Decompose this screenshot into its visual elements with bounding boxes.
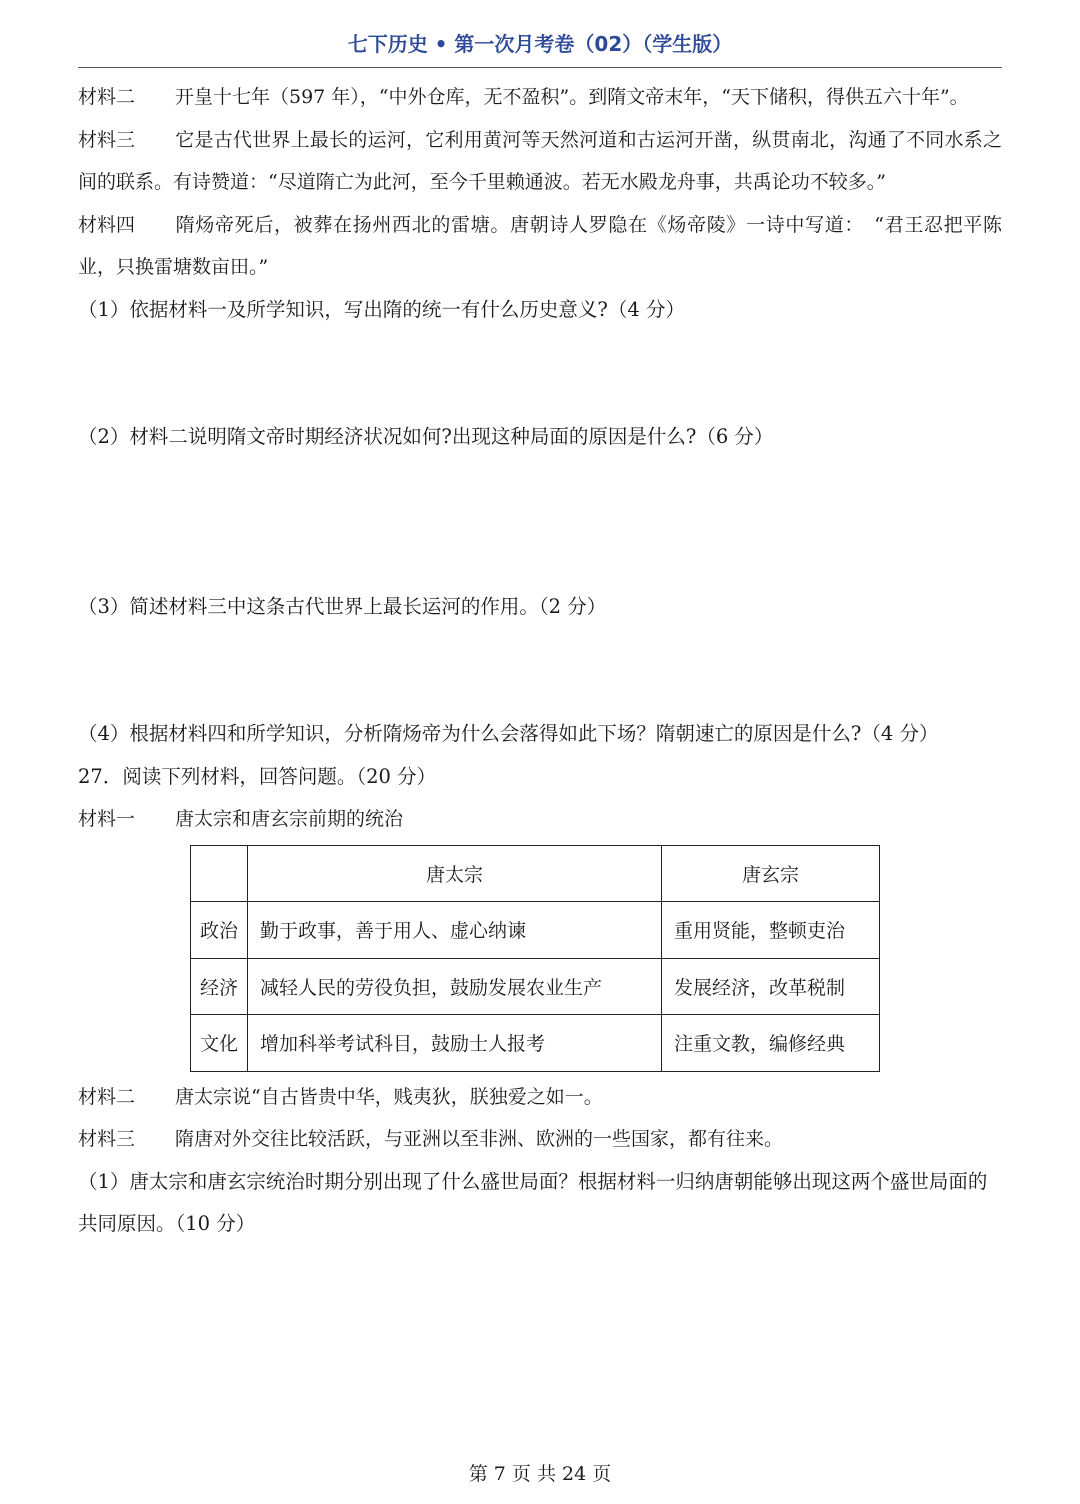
table-header-cell [191, 845, 248, 902]
question-27-title: 27．阅读下列材料，回答问题。（20 分） [78, 764, 437, 788]
material-label: 材料三 [78, 128, 136, 151]
material-label: 材料二 [78, 86, 136, 108]
answer-space [78, 459, 1002, 586]
q27-material-3 [78, 1118, 1002, 1161]
question-26-1: （1）依据材料一及所学知识，写出隋的统一有什么历史意义?（4 分） [78, 297, 685, 321]
header-title: 七下历史 • 第一次月考卷（02）（学生版） [347, 32, 733, 56]
material-label: 材料一 [78, 808, 136, 830]
material-label: 材料三 [78, 1128, 136, 1150]
table-row [191, 1015, 880, 1072]
table-cell: 重用贤能，整顿吏治 [662, 902, 880, 959]
table-cell: 文化 [191, 1015, 248, 1072]
material-2 [78, 76, 1002, 119]
material-4 [78, 204, 1002, 289]
table-header-cell: 唐太宗 [248, 845, 662, 902]
page-header [78, 28, 1002, 68]
table-cell: 经济 [191, 958, 248, 1015]
material-text: 它是古代世界上最长的运河，它利用黄河等天然河道和古运河开凿，纵贯南北，沟通了不同水系之间的联系。有诗赞道：“尽道隋亡为此河，至今千里赖通波。若无水殿龙舟事，共禹论功不较多。” [78, 128, 1002, 193]
page-content [78, 76, 1002, 1246]
material-text: 开皇十七年（597 年），“中外仓库，无不盈积”。到隋文帝末年，“天下储积，得供五六十年”。 [175, 86, 969, 108]
table-cell: 减轻人民的劳役负担，鼓励发展农业生产 [248, 958, 662, 1015]
material-text: 唐太宗和唐玄宗前期的统治 [175, 808, 404, 830]
page-number: 第 7 页 共 24 页 [468, 1463, 612, 1485]
q27-material-1 [78, 798, 1002, 841]
question-26-3: （3）简述材料三中这条古代世界上最长运河的作用。（2 分） [78, 594, 607, 618]
table-cell: 政治 [191, 902, 248, 959]
table-cell: 发展经济，改革税制 [662, 958, 880, 1015]
material-text: 唐太宗说“自古皆贵中华，贱夷狄，朕独爱之如一。 [175, 1085, 603, 1108]
question-27-1: （1）唐太宗和唐玄宗统治时期分别出现了什么盛世局面？根据材料一归纳唐朝能够出现这两个盛世局面的共同原因。（10 分） [78, 1169, 988, 1235]
page-footer [0, 1459, 1080, 1486]
material-text: 隋唐对外交往比较活跃，与亚洲以至非洲、欧洲的一些国家，都有往来。 [175, 1128, 784, 1150]
material-label: 材料二 [78, 1085, 136, 1108]
question-26-2: （2）材料二说明隋文帝时期经济状况如何?出现这种局面的原因是什么?（6 分） [78, 425, 774, 448]
table-header-row [191, 845, 880, 902]
table-cell: 勤于政事，善于用人、虚心纳谏 [248, 902, 662, 959]
question-26-4: （4）根据材料四和所学知识，分析隋炀帝为什么会落得如此下场？隋朝速亡的原因是什么?（4 分） [78, 722, 939, 745]
material-label: 材料四 [78, 213, 136, 236]
table-row [191, 902, 880, 959]
rulers-comparison-table [190, 845, 880, 1072]
material-text: 隋炀帝死后，被葬在扬州西北的雷塘。唐朝诗人罗隐在《炀帝陵》一诗中写道： “君王忍把平陈业，只换雷塘数亩田。” [78, 213, 1002, 278]
answer-space [78, 628, 1002, 713]
table-header-cell: 唐玄宗 [662, 845, 880, 902]
answer-space [78, 331, 1002, 416]
table-row [191, 958, 880, 1015]
q27-material-2 [78, 1076, 1002, 1119]
table-cell: 注重文教，编修经典 [662, 1015, 880, 1072]
material-3 [78, 119, 1002, 204]
table-cell: 增加科举考试科目，鼓励士人报考 [248, 1015, 662, 1072]
